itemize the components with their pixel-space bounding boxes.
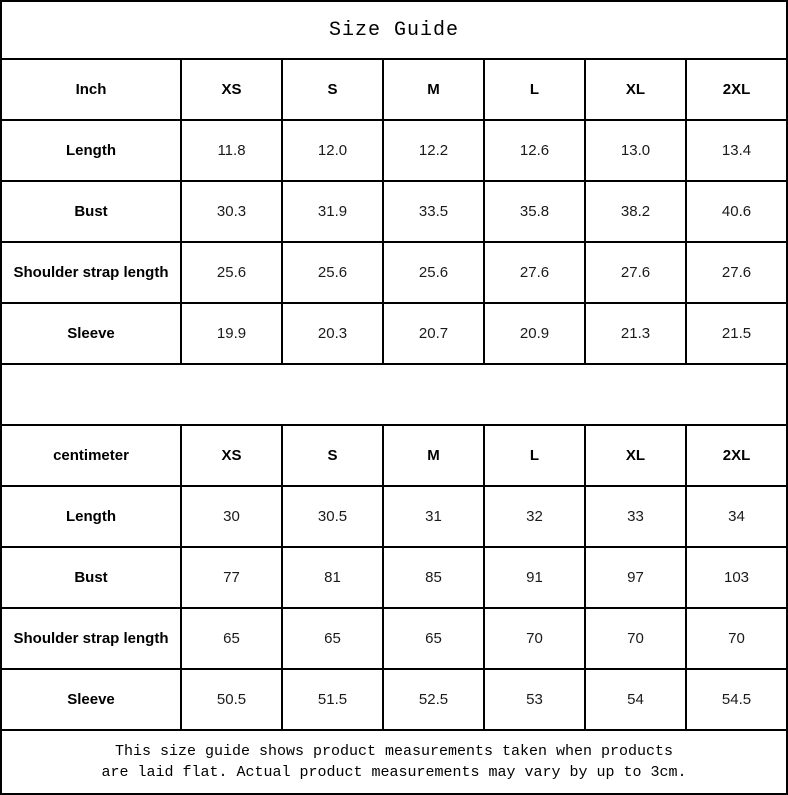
- measurement-value: 21.3: [586, 304, 685, 363]
- measurement-value: 33.5: [384, 182, 483, 241]
- size-header-l: L: [485, 426, 584, 485]
- footer-note-line-1: This size guide shows product measurements taken when products: [114, 743, 674, 760]
- measurement-value: 27.6: [586, 243, 685, 302]
- size-header-xs: XS: [182, 426, 281, 485]
- measurement-value: 38.2: [586, 182, 685, 241]
- measurement-value: 20.3: [283, 304, 382, 363]
- measurement-value: 65: [384, 609, 483, 668]
- measurement-label: Shoulder strap length: [2, 609, 180, 668]
- footer-note: [2, 731, 786, 793]
- unit-header-centimeter: centimeter: [2, 426, 180, 485]
- size-header-2xl: 2XL: [687, 60, 786, 119]
- measurement-value: 81: [283, 548, 382, 607]
- measurement-value: 103: [687, 548, 786, 607]
- spacer-row: [2, 365, 786, 424]
- size-header-xs: XS: [182, 60, 281, 119]
- measurement-value: 65: [182, 609, 281, 668]
- measurement-label: Bust: [2, 548, 180, 607]
- measurement-value: 25.6: [384, 243, 483, 302]
- measurement-value: 70: [485, 609, 584, 668]
- table-row-cm-bust: [2, 548, 786, 607]
- measurement-value: 35.8: [485, 182, 584, 241]
- measurement-label: Shoulder strap length: [2, 243, 180, 302]
- measurement-value: 20.7: [384, 304, 483, 363]
- measurement-label: Length: [2, 487, 180, 546]
- size-header-m: M: [384, 60, 483, 119]
- measurement-value: 65: [283, 609, 382, 668]
- measurement-value: 51.5: [283, 670, 382, 729]
- measurement-value: 34: [687, 487, 786, 546]
- measurement-value: 12.2: [384, 121, 483, 180]
- measurement-label: Bust: [2, 182, 180, 241]
- measurement-value: 19.9: [182, 304, 281, 363]
- table-row-cm-length: [2, 487, 786, 546]
- size-header-2xl: 2XL: [687, 426, 786, 485]
- page-title: Size Guide: [2, 2, 786, 58]
- measurement-value: 20.9: [485, 304, 584, 363]
- measurement-value: 13.0: [586, 121, 685, 180]
- size-header-xl: XL: [586, 426, 685, 485]
- measurement-value: 70: [687, 609, 786, 668]
- table-row-inch-length: [2, 121, 786, 180]
- measurement-value: 33: [586, 487, 685, 546]
- measurement-value: 25.6: [182, 243, 281, 302]
- measurement-value: 40.6: [687, 182, 786, 241]
- centimeter-header-row: [2, 426, 786, 485]
- measurement-value: 77: [182, 548, 281, 607]
- size-header-m: M: [384, 426, 483, 485]
- table-row-inch-shoulder-strap-length: [2, 243, 786, 302]
- unit-header-inch: Inch: [2, 60, 180, 119]
- measurement-value: 70: [586, 609, 685, 668]
- size-header-l: L: [485, 60, 584, 119]
- measurement-label: Sleeve: [2, 670, 180, 729]
- measurement-value: 12.6: [485, 121, 584, 180]
- size-header-s: S: [283, 426, 382, 485]
- measurement-value: 54.5: [687, 670, 786, 729]
- measurement-value: 85: [384, 548, 483, 607]
- measurement-value: 27.6: [485, 243, 584, 302]
- measurement-value: 52.5: [384, 670, 483, 729]
- table-row-cm-sleeve: [2, 670, 786, 729]
- measurement-value: 21.5: [687, 304, 786, 363]
- measurement-value: 30: [182, 487, 281, 546]
- measurement-value: 30.5: [283, 487, 382, 546]
- measurement-label: Sleeve: [2, 304, 180, 363]
- table-row-inch-bust: [2, 182, 786, 241]
- measurement-label: Length: [2, 121, 180, 180]
- measurement-value: 54: [586, 670, 685, 729]
- measurement-value: 91: [485, 548, 584, 607]
- table-row-inch-sleeve: [2, 304, 786, 363]
- table-row-cm-shoulder-strap-length: [2, 609, 786, 668]
- measurement-value: 11.8: [182, 121, 281, 180]
- measurement-value: 31.9: [283, 182, 382, 241]
- measurement-value: 32: [485, 487, 584, 546]
- measurement-value: 13.4: [687, 121, 786, 180]
- measurement-value: 53: [485, 670, 584, 729]
- measurement-value: 97: [586, 548, 685, 607]
- measurement-value: 25.6: [283, 243, 382, 302]
- measurement-value: 50.5: [182, 670, 281, 729]
- measurement-value: 31: [384, 487, 483, 546]
- footer-note-line-2: are laid flat. Actual product measurements may vary by up to 3cm.: [101, 764, 687, 781]
- measurement-value: 12.0: [283, 121, 382, 180]
- inch-header-row: [2, 60, 786, 119]
- size-header-xl: XL: [586, 60, 685, 119]
- measurement-value: 27.6: [687, 243, 786, 302]
- size-header-s: S: [283, 60, 382, 119]
- measurement-value: 30.3: [182, 182, 281, 241]
